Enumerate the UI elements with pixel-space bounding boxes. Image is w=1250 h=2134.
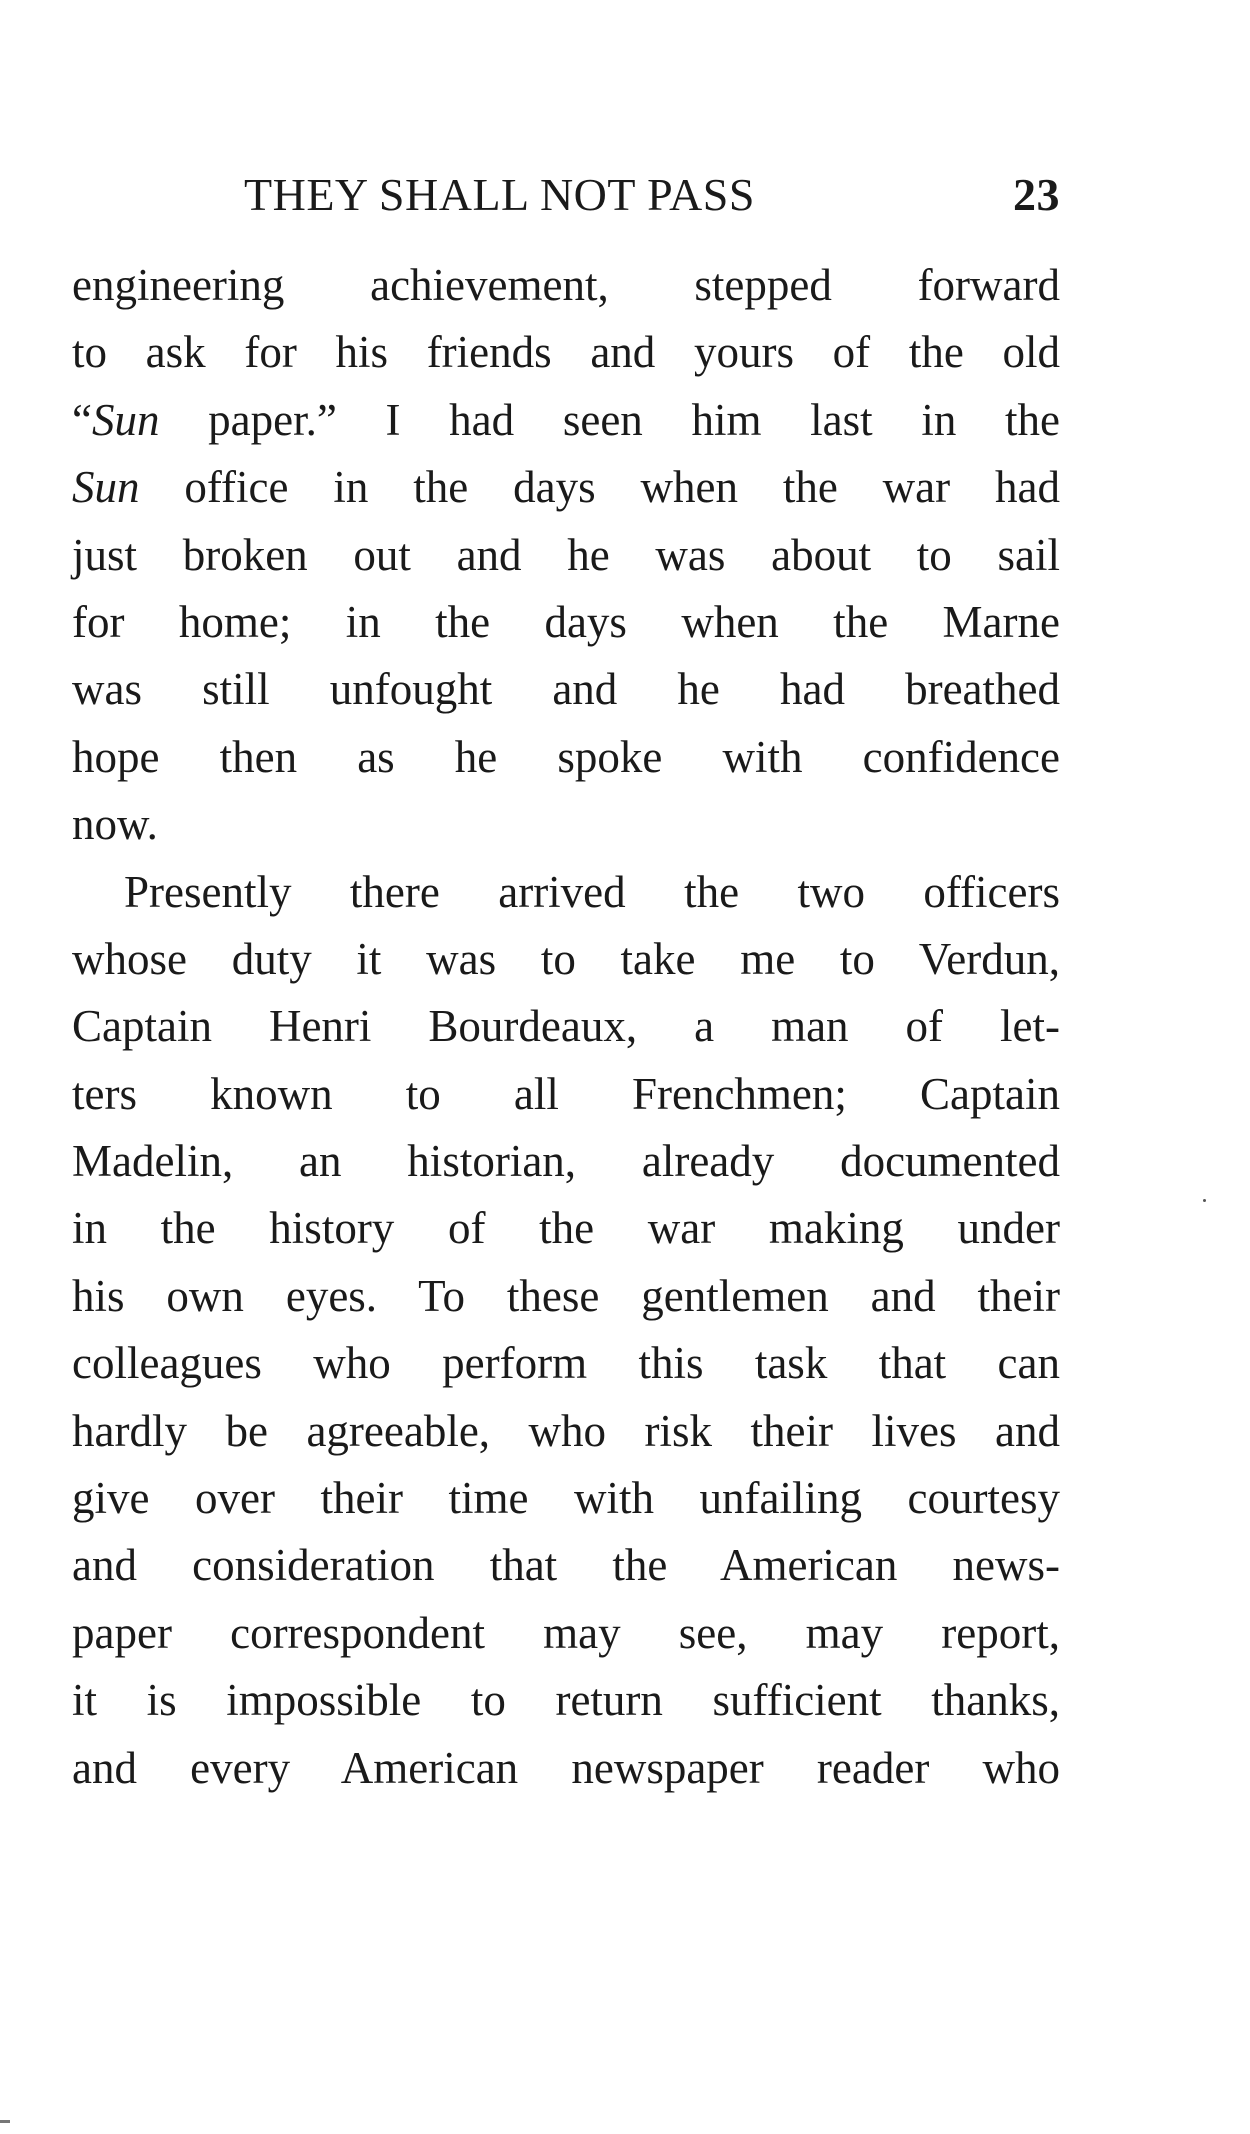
text-line: whose duty it was to take me to Verdun, [72,933,1060,984]
text-line: colleagues who perform this task that can [72,1338,1060,1389]
text-line: hope then as he spoke with confidence [72,731,1060,782]
body-text [72,252,1060,1802]
text-line: “Sun paper.” I had seen him last in the [72,394,1060,445]
text-line: ters known to all Frenchmen; Captain [72,1068,1060,1119]
scan-corner-mark [0,2120,10,2123]
text-line: in the history of the war making under [72,1203,1060,1254]
text-line: to ask for his friends and yours of the old [72,327,1060,378]
text-line: for home; in the days when the Marne [72,596,1060,647]
paragraph [72,252,1060,859]
text-line: Captain Henri Bourdeaux, a man of let- [72,1001,1060,1052]
running-head-title: THEY SHALL NOT PASS [244,169,755,220]
text-line: paper correspondent may see, may report, [72,1607,1060,1658]
running-head [72,168,1060,238]
text-line: Presently there arrived the two officers [124,866,1060,917]
text-line: engineering achievement, stepped forward [72,260,1060,310]
text-line: hardly be agreeable, who risk their lives and [72,1405,1060,1456]
paragraph [72,859,1060,1802]
text-line: was still unfought and he had breathed [72,664,1060,715]
text-line: Sun office in the days when the war had [72,462,1060,513]
text-line: Madelin, an historian, already documented [72,1136,1060,1187]
text-line: give over their time with unfailing courtesy [72,1473,1060,1524]
page-number: 23 [1013,169,1060,220]
text-line: his own eyes. To these gentlemen and their [72,1270,1060,1321]
text-line: now. [72,799,158,850]
text-line: it is impossible to return sufficient thanks, [72,1675,1060,1726]
margin-speck [1203,1199,1206,1202]
text-line: and every American newspaper reader who [72,1742,1060,1793]
text-line: and consideration that the American news- [72,1540,1060,1591]
text-line: just broken out and he was about to sail [72,529,1060,580]
